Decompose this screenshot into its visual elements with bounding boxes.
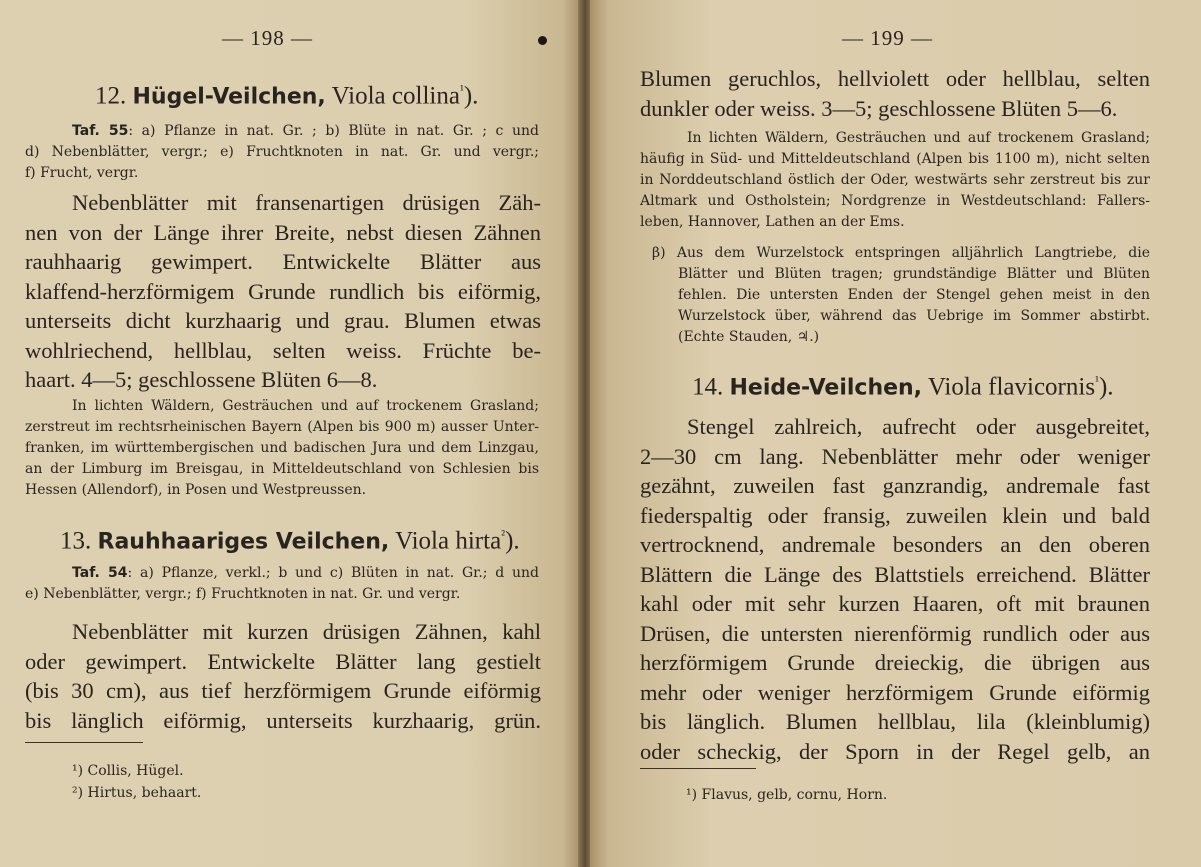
species-13-habitat: In lichten Wäldern, Gesträuchen und auf trockenem Grasland; häufig in Süd- und Mitteldeutschland (Alpen bis 1100 m), nicht selten in Norddeutschland östlich der Oder, westwärts sehr zerstreut bis zur Altmark und Ostholstein; Nordgrenze in Westdeutschland: Fallers- leben, Hannover, Lathen an der Ems.: [640, 130, 1150, 230]
page-number-left: — 198 —: [222, 26, 313, 50]
page-number-right: — 199 —: [842, 26, 933, 50]
species-12-plate-caption: Taf. 55: a) Pflanze in nat. Gr. ; b) Blüte in nat. Gr. ; c und d) Nebenblätter, vergr.; e) Fruchtknoten in nat. Gr. und vergr.; f) Frucht, vergr.: [25, 123, 539, 181]
footnote-2-left: ²) Hirtus, behaart.: [72, 785, 202, 801]
species-14-heading: 14. Heide-Veilchen, Viola flavicornis$^{^1}$).: [692, 373, 1114, 401]
species-12-heading: 12. Hügel-Veilchen, Viola collina$^{^1}$).: [95, 82, 479, 110]
species-14-number: 14.: [692, 373, 724, 401]
species-12-habitat: In lichten Wäldern, Gesträuchen und auf trockenem Grasland; zerstreut im rechtsrheinischen Bayern (Alpen bis 900 m) ausser Unter- franken, im württembergischen und badischen Jura und dem Linzgau, an der Limburg im Breisgau, in Mitteldeutschland von Schlesien bis Hessen (Allendorf), in Posen und Westpreussen.: [25, 398, 539, 498]
plate-label-54: Taf. 54: [72, 565, 128, 581]
species-14-ref: ¹: [1095, 373, 1099, 388]
page-left: [0, 0, 580, 867]
species-13-description: Nebenblätter mit kurzen drüsigen Zähnen, kahl oder gewimpert. Entwickelte Blätter lang gestielt (bis 30 cm), aus tief herzförmigem Grunde eiförmig bis länglich eiförmig, unterseits kurzhaarig, grün.: [25, 619, 541, 733]
species-13-name-lat: Viola hirta: [395, 527, 502, 555]
plate-label-55: Taf. 55: [72, 123, 129, 139]
species-13-number: 13.: [60, 527, 92, 555]
species-12-ref: ¹: [459, 82, 464, 97]
ink-spot: [538, 36, 547, 45]
footnote-divider-left: [25, 742, 143, 743]
page-right: [590, 0, 1201, 867]
species-13-name-de: Rauhhaariges Veilchen,: [97, 529, 390, 555]
species-14-name-lat: Viola flavicornis: [927, 373, 1096, 401]
footnote-1-left: ¹) Collis, Hügel.: [72, 763, 184, 779]
species-13-heading: 13. Rauhhaariges Veilchen, Viola hirta$^{^2}$).: [60, 527, 520, 555]
species-13-plate-caption: Taf. 54: a) Pflanze, verkl.; b und c) Blüten in nat. Gr.; d und e) Nebenblätter, vergr.; f) Fruchtknoten in nat. Gr. und vergr.: [25, 565, 539, 602]
species-12-number: 12.: [95, 82, 127, 110]
species-13-description-continued: Blumen geruchlos, hellviolett oder hellblau, selten dunkler oder weiss. 3—5; geschlossene Blüten 5—6.: [640, 66, 1150, 121]
beta-group-note: β) Aus dem Wurzelstock entspringen alljährlich Langtriebe, die Blätter und Blüten tragen; grundständige Blätter und Blüten fehlen. Die untersten Enden der Stengel gehen meist in den Wurzelstock über, während das Uebrige im Sommer abstirbt. (Echte Stauden, ♃.): [652, 245, 1150, 345]
species-13-ref: ²: [501, 527, 506, 542]
species-12-description: Nebenblätter mit fransenartigen drüsigen Zäh- nen von der Länge ihrer Breite, nebst diesen Zähnen rauhhaarig gewimpert. Entwickelte Blätter aus klaffend-herzförmigem Grunde rundlich bis eiförmig, unterseits dicht kurzhaarig und grau. Blumen etwas wohlriechend, hellblau, selten weiss. Früchte be- haart. 4—5; geschlossene Blüten 6—8.: [25, 190, 541, 392]
species-12-name-de: Hügel-Veilchen,: [132, 84, 326, 110]
species-14-name-de: Heide-Veilchen,: [729, 375, 923, 401]
footnote-divider-right: [640, 768, 756, 769]
species-12-name-lat: Viola collina: [331, 82, 460, 110]
footnote-1-right: ¹) Flavus, gelb, cornu, Horn.: [686, 787, 888, 803]
species-14-description: Stengel zahlreich, aufrecht oder ausgebreitet, 2—30 cm lang. Nebenblätter mehr oder weniger gezähnt, zuweilen fast ganzrandig, andremale fast fiederspaltig oder fransig, zuweilen klein und bald vertrocknend, andremale besonders an den oberen Blättern die Länge des Blattstiels erreichend. Blätter kahl oder mit sehr kurzen Haaren, oft mit braunen Drüsen, die untersten nierenförmig rundlich oder aus herzförmigem Grunde dreieckig, die übrigen aus mehr oder weniger herzförmigem Grunde eiförmig bis länglich. Blumen hellblau, lila (kleinblumig) oder scheckig, der Sporn in der Regel gelb, an: [640, 414, 1150, 764]
